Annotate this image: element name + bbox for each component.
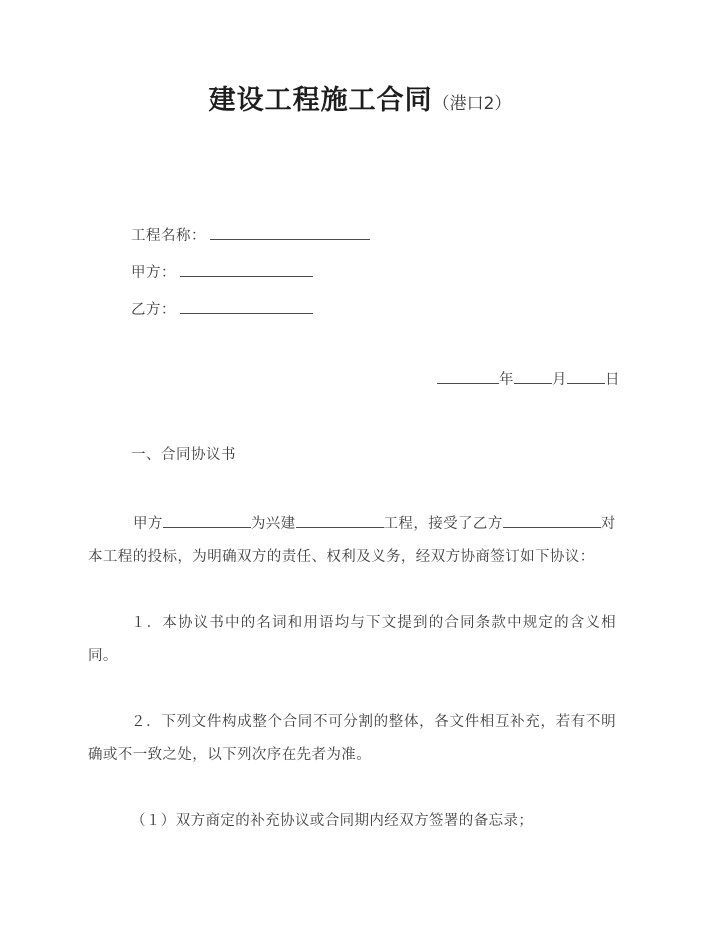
form-blank-project-name[interactable] — [210, 226, 370, 240]
date-label-month: 月 — [552, 372, 567, 388]
page-title-main: 建设工程施工合同 — [208, 85, 433, 116]
date-label-day: 日 — [605, 372, 620, 388]
intro-blank-project[interactable] — [296, 515, 384, 528]
clause-item-1 — [88, 607, 616, 673]
paragraph-intro-continued: 本工程的投标，为明确双方的责任、权利及义务，经双方协商签订如下协议： — [88, 549, 595, 565]
intro-blank-party-b[interactable] — [503, 515, 601, 528]
clause-item-2-sub-1-text: （１）双方商定的补充协议或合同期内经双方签署的备忘录； — [131, 813, 534, 829]
clause-item-2 — [88, 706, 616, 772]
form-row-project-name — [131, 224, 651, 261]
form-row-party-a — [131, 261, 651, 298]
date-blank-month[interactable] — [514, 371, 552, 384]
form-label-project-name: 工程名称： — [131, 228, 206, 244]
intro-blank-party-a[interactable] — [163, 515, 251, 528]
document-body — [88, 508, 616, 838]
clause-item-2-text: ２．下列文件构成整个合同不可分割的整体，各文件相互补充，若有不明确或不一致之处，以下列次序在先者为准。 — [88, 714, 616, 763]
intro-tail-text: 对 — [600, 516, 616, 532]
paragraph-intro — [88, 508, 616, 541]
intro-mid1-text: 为兴建 — [250, 516, 296, 532]
page-title-sub: （港口2） — [432, 94, 512, 114]
section-heading-agreement: 一、合同协议书 — [131, 447, 236, 463]
form-blank-party-b[interactable] — [180, 300, 313, 314]
form-label-party-b: 乙方： — [131, 302, 176, 318]
form-blank-party-a[interactable] — [180, 263, 313, 277]
clause-item-1-text: １．本协议书中的名词和用语均与下文提到的合同条款中规定的含义相同。 — [88, 615, 616, 664]
contract-form-fields — [131, 224, 651, 335]
date-blank-day[interactable] — [567, 371, 605, 384]
form-label-party-a: 甲方： — [131, 265, 176, 281]
date-blank-year[interactable] — [437, 371, 499, 384]
intro-mid2-text: 工程，接受了乙方 — [383, 516, 503, 532]
page-title — [0, 78, 720, 117]
form-row-party-b — [131, 298, 651, 335]
date-label-year: 年 — [499, 372, 514, 388]
intro-lead-text: 甲方 — [133, 516, 163, 532]
clause-item-2-sub-1 — [88, 805, 616, 838]
signature-date-line — [0, 368, 620, 389]
